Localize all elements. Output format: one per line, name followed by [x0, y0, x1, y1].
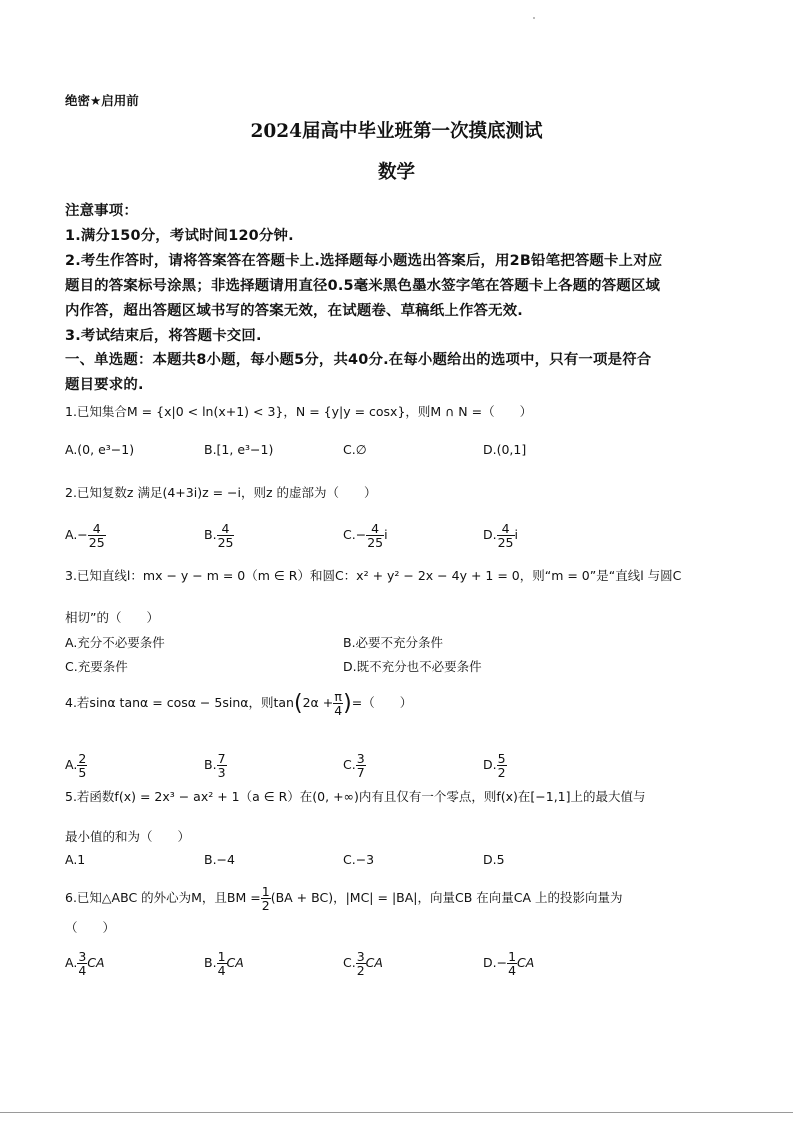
question-1-option-c: C.∅	[343, 442, 367, 457]
notes-item-1: 1.满分150分，考试时间120分钟.	[65, 228, 294, 244]
scan-speck	[533, 17, 535, 19]
question-4-option-c: C. $\frac{3}{7}$	[343, 751, 365, 781]
question-6-option-b: B. $\frac{1}{4}$ CA	[204, 949, 244, 979]
notes-item-2-line-1: 2.考生作答时，请将答案答在答题卡上.选择题每小题选出答案后，用2B铅笔把答题卡上对应	[65, 253, 663, 269]
question-2-option-d: D. $\frac{4}{25}$ i	[483, 521, 518, 551]
question-5-stem-line-1: 5.若函数f(x) = 2x³ − ax² + 1（a ∈ R）在(0, +∞)内有且仅有一个零点，则f(x)在[−1,1]上的最大值与	[65, 789, 646, 804]
question-6-option-c: C. $\frac{3}{2}$ CA	[343, 949, 383, 979]
question-2-option-b: B. $\frac{4}{25}$	[204, 521, 234, 551]
notes-item-2-line-2: 题目的答案标号涂黑；非选择题请用直径0.5毫米黑色墨水签字笔在答题卡上各题的答题区域	[65, 278, 661, 294]
notes-item-2-line-3: 内作答，超出答题区域书写的答案无效，在试题卷、草稿纸上作答无效.	[65, 303, 523, 319]
question-3-option-d: D.既不充分也不必要条件	[343, 659, 482, 674]
question-5-stem-line-2: 最小值的和为（ ）	[65, 829, 191, 844]
question-3-option-c: C.充要条件	[65, 659, 128, 674]
question-1-option-d: D.(0,1]	[483, 442, 527, 457]
question-6-option-d: D.− $\frac{1}{4}$ CA	[483, 949, 535, 979]
question-4-option-b: B. $\frac{7}{3}$	[204, 751, 226, 781]
question-3-option-a: A.充分不必要条件	[65, 635, 165, 650]
question-1-stem: 1.已知集合M = {x|0 < ln(x+1) < 3}，N = {y|y = cosx}，则M ∩ N =（ ）	[65, 404, 533, 419]
question-1-option-b: B.[1, e³−1)	[204, 442, 274, 457]
question-2-option-c: C.− $\frac{4}{25}$ i	[343, 521, 388, 551]
question-6-option-a: A. $\frac{3}{4}$ CA	[65, 949, 105, 979]
question-5-option-b: B.−4	[204, 852, 235, 867]
question-1-option-a: A.(0, e³−1)	[65, 442, 135, 457]
section-heading-line-2: 题目要求的.	[65, 377, 144, 393]
exam-title: 2024届高中毕业班第一次摸底测试	[250, 121, 543, 142]
page-bottom-rule	[0, 1112, 793, 1113]
question-5-option-a: A.1	[65, 852, 86, 867]
confidential-label: 绝密★启用前	[65, 93, 139, 108]
question-2-option-a: A.− $\frac{4}{25}$	[65, 521, 105, 551]
question-5-option-d: D.5	[483, 852, 505, 867]
question-2-stem: 2.已知复数z 满足(4+3i)z = −i，则z 的虚部为（ ）	[65, 485, 377, 500]
notes-item-3: 3.考试结束后，将答题卡交回.	[65, 328, 262, 344]
notes-heading: 注意事项：	[65, 203, 138, 219]
section-heading-line-1: 一、单选题：本题共8小题，每小题5分，共40分.在每小题给出的选项中，只有一项是符合	[65, 352, 652, 368]
question-4-option-a: A. $\frac{2}{5}$	[65, 751, 87, 781]
question-5-option-c: C.−3	[343, 852, 375, 867]
exam-subject: 数学	[377, 162, 415, 183]
question-6-stem-line-2: （ ）	[65, 920, 116, 935]
question-3-stem-line-1: 3.已知直线l：mx − y − m = 0（m ∈ R）和圆C：x² + y² − 2x − 4y + 1 = 0，则“m = 0”是“直线l 与圆C	[65, 568, 682, 583]
question-4-option-d: D. $\frac{5}{2}$	[483, 751, 506, 781]
question-3-stem-line-2: 相切”的（ ）	[65, 610, 159, 625]
question-6-stem-line-1: 6.已知△ABC 的外心为M，且BM = $\frac{1}{2}$ (BA + BC)，|MC| = |BA|，向量CB 在向量CA 上的投影向量为	[65, 884, 623, 914]
question-4-stem: 4.若sinα tanα = cosα − 5sinα，则tan(2α + $\frac{\pi}{4}$ )=（ ）	[65, 689, 413, 719]
question-3-option-b: B.必要不充分条件	[343, 635, 444, 650]
